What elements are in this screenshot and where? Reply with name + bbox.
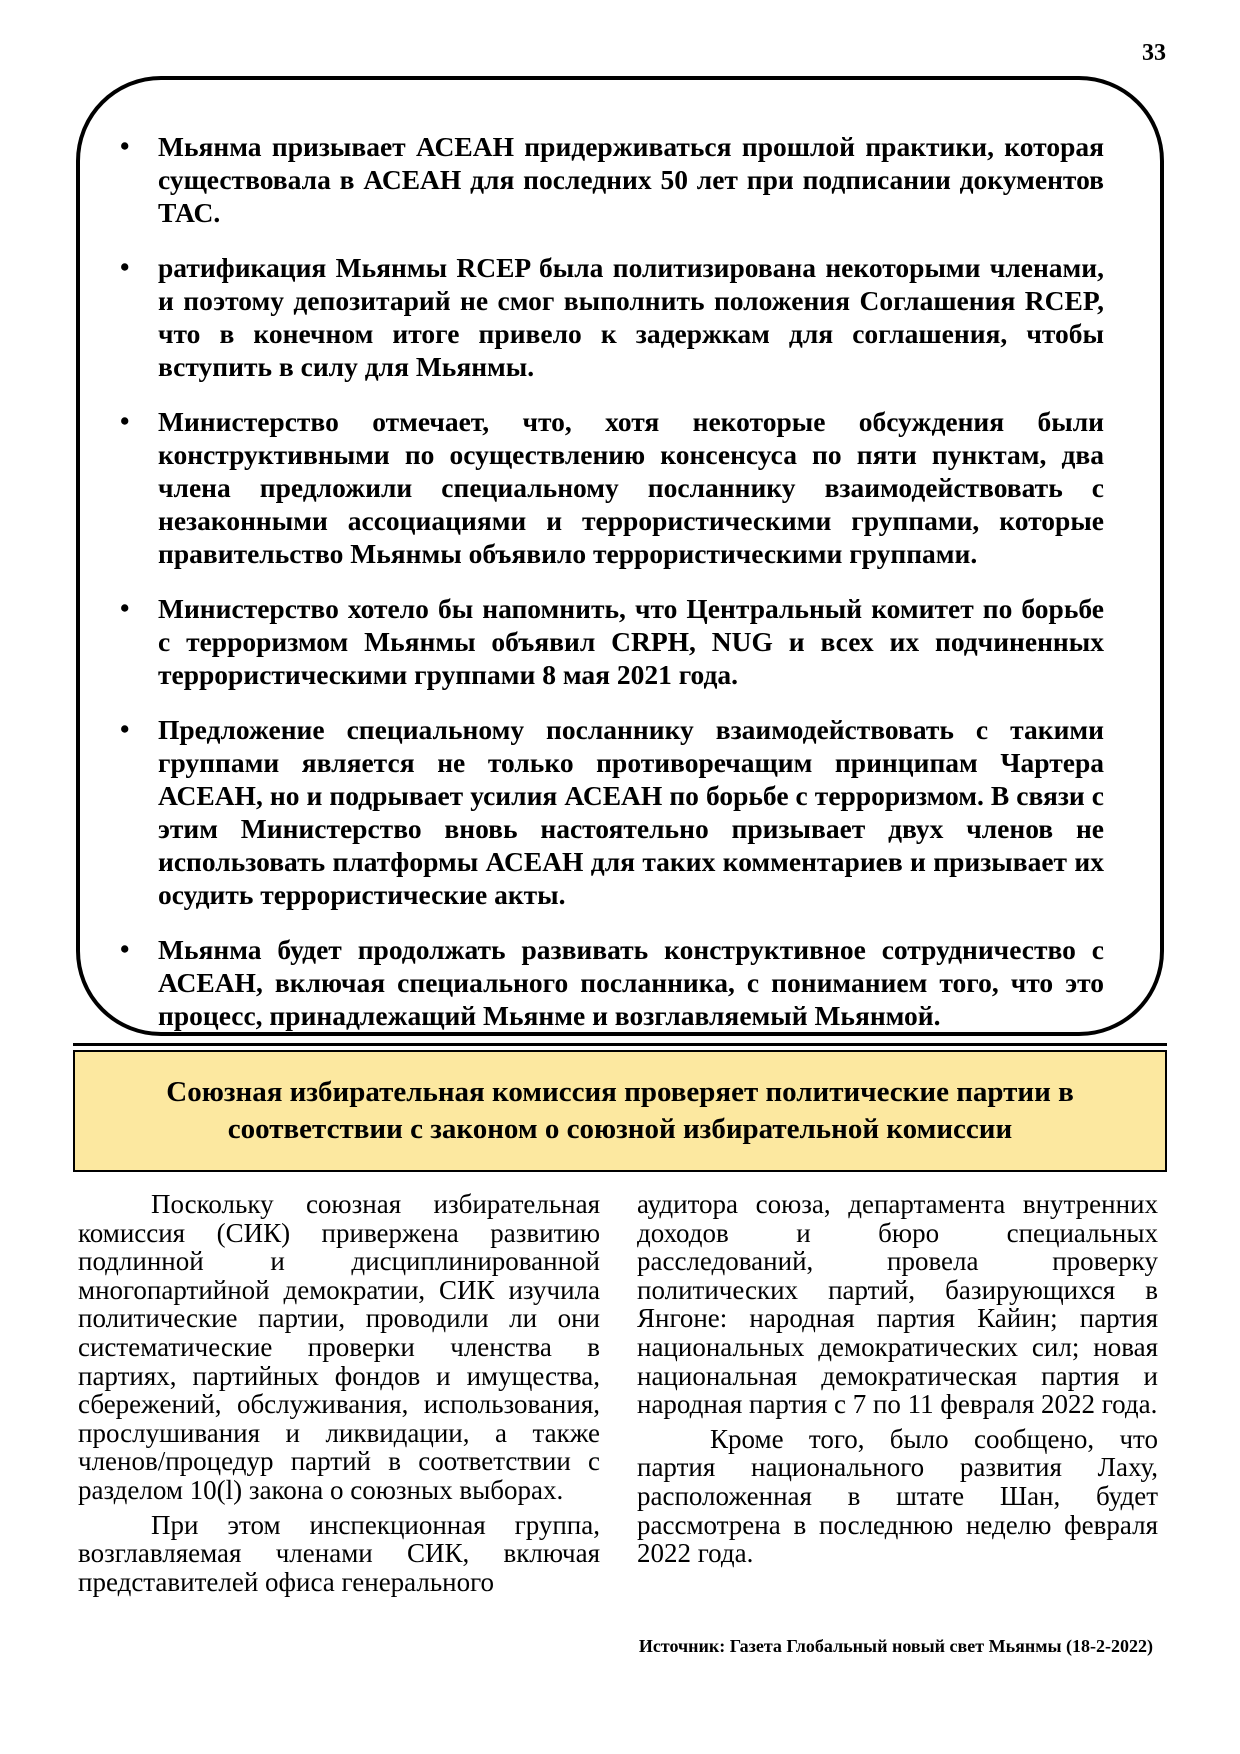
article-left-column	[78, 1190, 600, 1596]
article-paragraph: аудитора союза, департамента внутренних доходов и бюро специальных расследований, провела проверку политических партий, базирующихся в Янгоне: народная партия Кайин; партия национальных демократических сил; новая национальная демократическая партия и народная партия с 7 по 11 февраля 2022 года.	[637, 1189, 1158, 1420]
bullet-item: • ратификация Мьянмы RCEP была политизирована некоторыми членами, и поэтому депозитарий не смог выполнить положения Соглашения RCEP, что в конечном итоге привело к задержкам для соглашения, чтобы вступить в силу для Мьянмы.	[158, 251, 1104, 383]
statement-box	[76, 76, 1164, 1036]
article-paragraph: Кроме того, было сообщено, что партия национального развития Лаху, расположенная в штате Шан, будет рассмотрена в последнюю неделю февраля 2022 года.	[637, 1423, 1158, 1569]
article-paragraph: При этом инспекционная группа, возглавляемая членами СИК, включая представителей офиса генерального	[78, 1509, 600, 1597]
bullet-item: • Мьянма будет продолжать развивать конструктивное сотрудничество с АСЕАН, включая специального посланника, с пониманием того, что это процесс, принадлежащий Мьянме и возглавляемый Мьянмой.	[158, 933, 1104, 1032]
heading-divider	[73, 1043, 1167, 1046]
page-number: 33	[1142, 40, 1166, 66]
article-right-column	[637, 1190, 1158, 1568]
bullet-item: • Министерство хотело бы напомнить, что Центральный комитет по борьбе с терроризмом Мьянмы объявил CRPH, NUG и всех их подчиненных террористическими группами 8 мая 2021 года.	[158, 592, 1104, 691]
bullet-item: • Предложение специальному посланнику взаимодействовать с такими группами является не только противоречащим принципам Чартера АСЕАН, но и подрывает усилия АСЕАН по борьбе с терроризмом. В связи с этим Министерство вновь настоятельно призывает двух членов не использовать платформы АСЕАН для таких комментариев и призывает их осудить террористические акты.	[158, 713, 1104, 911]
article-paragraph: Поскольку союзная избирательная комиссия (СИК) привержена развитию подлинной и дисциплинированной многопартийной демократии, СИК изучила политические партии, проводили ли они систематические проверки членства в партиях, партийных фондов и имущества, сбережений, обслуживания, использования, прослушивания и ликвидации, а также членов/процедур партий в соответствии с разделом 10(l) закона о союзных выборах.	[78, 1189, 600, 1505]
bullet-item: • Мьянма призывает АСЕАН придерживаться прошлой практики, которая существовала в АСЕАН для последних 50 лет при подписании документов ТАС.	[158, 130, 1104, 229]
bullet-list	[158, 130, 1104, 1032]
bullet-item: • Министерство отмечает, что, хотя некоторые обсуждения были конструктивными по осуществлению консенсуса по пяти пунктам, два члена предложили специальному посланнику взаимодействовать с незаконными ассоциациями и террористическими группами, которые правительство Мьянмы объявило террористическими группами.	[158, 405, 1104, 570]
article-heading: Союзная избирательная комиссия проверяет политические партии в соответствии с законом о союзной избирательной комиссии	[166, 1076, 1074, 1145]
article-heading-box	[73, 1050, 1167, 1172]
source-citation: Источник: Газета Глобальный новый свет Мьянмы (18-2-2022)	[638, 1636, 1153, 1656]
